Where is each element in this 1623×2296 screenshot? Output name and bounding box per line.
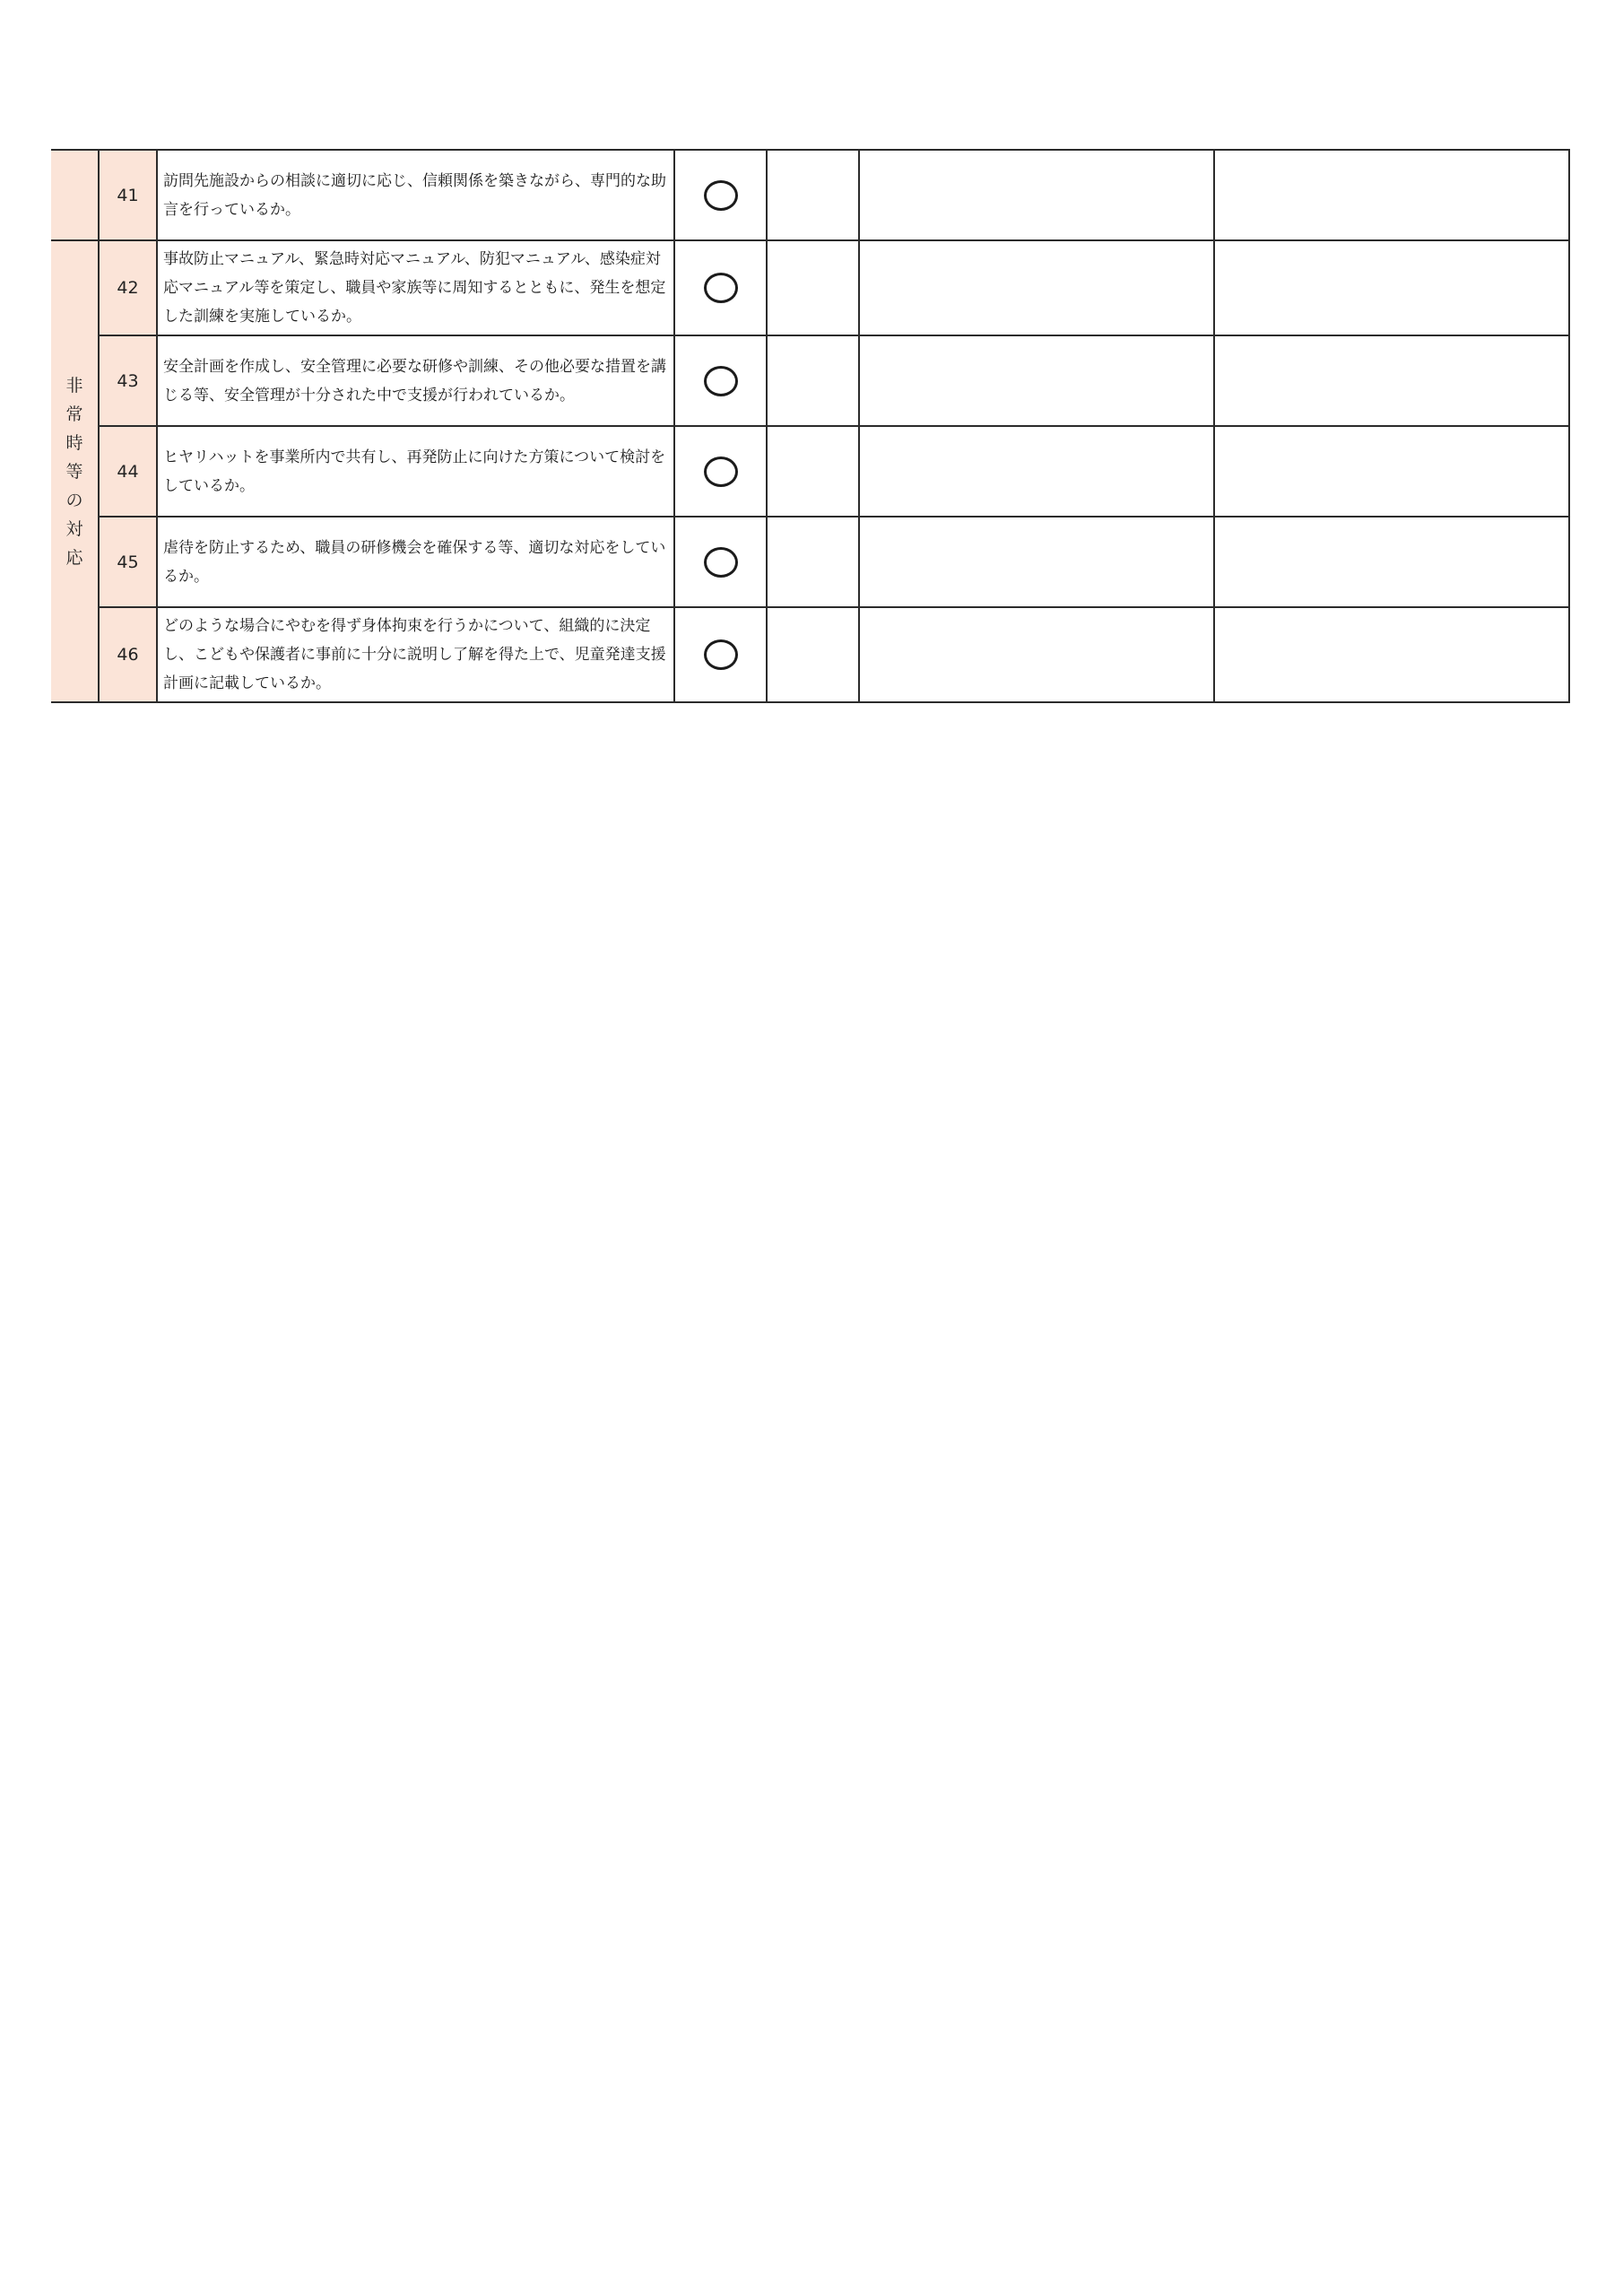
item-number: 41 — [99, 150, 157, 240]
item-number: 44 — [99, 426, 157, 517]
mark-cell — [674, 335, 767, 426]
item-text: 事故防止マニュアル、緊急時対応マニュアル、防犯マニュアル、感染症対応マニュアル等を策定し、職員や家族等に周知するとともに、発生を想定した訓練を実施しているか。 — [157, 240, 674, 335]
blank-cell — [767, 426, 859, 517]
blank-cell — [1214, 517, 1569, 607]
mark-cell — [674, 150, 767, 240]
table-row — [51, 517, 1569, 607]
item-text: 虐待を防止するため、職員の研修機会を確保する等、適切な対応をしているか。 — [157, 517, 674, 607]
blank-cell — [767, 240, 859, 335]
item-text: 訪問先施設からの相談に適切に応じ、信頼関係を築きながら、専門的な助言を行っているか。 — [157, 150, 674, 240]
mark-cell — [674, 426, 767, 517]
circle-mark-icon — [704, 366, 738, 396]
blank-cell — [859, 426, 1214, 517]
item-number: 42 — [99, 240, 157, 335]
category-cell — [51, 240, 99, 702]
blank-cell — [1214, 426, 1569, 517]
circle-mark-icon — [704, 273, 738, 303]
circle-mark-icon — [704, 457, 738, 487]
blank-cell — [859, 240, 1214, 335]
table-row — [51, 150, 1569, 240]
blank-cell — [859, 517, 1214, 607]
circle-mark-icon — [704, 639, 738, 670]
circle-mark-icon — [704, 547, 738, 578]
mark-cell — [674, 517, 767, 607]
blank-cell — [859, 335, 1214, 426]
blank-cell — [1214, 607, 1569, 702]
blank-cell — [1214, 335, 1569, 426]
blank-cell — [859, 607, 1214, 702]
table-row — [51, 607, 1569, 702]
blank-cell — [767, 607, 859, 702]
blank-cell — [1214, 150, 1569, 240]
blank-cell — [767, 517, 859, 607]
item-number: 43 — [99, 335, 157, 426]
item-number: 46 — [99, 607, 157, 702]
mark-cell — [674, 607, 767, 702]
item-text: ヒヤリハットを事業所内で共有し、再発防止に向けた方策について検討をしているか。 — [157, 426, 674, 517]
category-cell-previous — [51, 150, 99, 240]
table-row — [51, 426, 1569, 517]
item-text: 安全計画を作成し、安全管理に必要な研修や訓練、その他必要な措置を講じる等、安全管理が十分された中で支援が行われているか。 — [157, 335, 674, 426]
table-row — [51, 335, 1569, 426]
blank-cell — [1214, 240, 1569, 335]
category-label: 非常時等の対応 — [65, 375, 83, 568]
item-text: どのような場合にやむを得ず身体拘束を行うかについて、組織的に決定し、こどもや保護者に事前に十分に説明し了解を得た上で、児童発達支援計画に記載しているか。 — [157, 607, 674, 702]
table-row — [51, 240, 1569, 335]
item-number: 45 — [99, 517, 157, 607]
circle-mark-icon — [704, 180, 738, 211]
blank-cell — [767, 150, 859, 240]
mark-cell — [674, 240, 767, 335]
blank-cell — [859, 150, 1214, 240]
evaluation-table — [51, 149, 1570, 703]
blank-cell — [767, 335, 859, 426]
